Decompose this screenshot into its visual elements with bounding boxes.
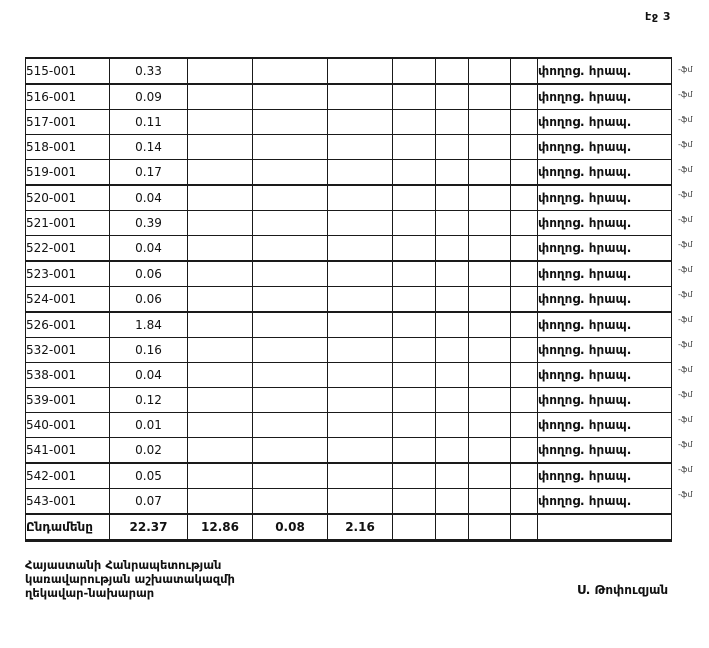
cell-value: 0.16 — [110, 338, 188, 363]
cell-empty — [436, 463, 469, 489]
cell-empty — [188, 489, 253, 515]
table-row — [26, 312, 672, 338]
cell-value: 0.33 — [110, 58, 188, 84]
cell-empty — [469, 135, 511, 160]
cell-empty — [436, 312, 469, 338]
table-row — [26, 388, 672, 413]
cell-note: փողոց. հրապ. — [538, 261, 672, 287]
cell-empty — [188, 463, 253, 489]
cell-empty — [328, 312, 393, 338]
cell-empty — [188, 236, 253, 262]
signature-name: Ս. Թոփուզյան — [577, 583, 669, 597]
cell-empty — [469, 338, 511, 363]
cell-empty — [511, 58, 538, 84]
cell-empty — [469, 287, 511, 313]
total-col2: 22.37 — [110, 514, 188, 541]
table-row — [26, 135, 672, 160]
cell-note: փողոց. հրապ. — [538, 110, 672, 135]
cell-value: 0.01 — [110, 413, 188, 438]
row-margin-annotation: -ֆմ — [678, 390, 693, 399]
cell-empty — [511, 489, 538, 515]
row-margin-annotation: -ֆմ — [678, 115, 693, 124]
cell-empty — [253, 160, 328, 186]
cell-empty — [436, 160, 469, 186]
row-margin-annotation: -ֆմ — [678, 65, 693, 74]
cell-empty — [393, 438, 436, 464]
cell-empty — [253, 463, 328, 489]
cell-empty — [511, 363, 538, 388]
cell-empty — [469, 160, 511, 186]
cell-note: փողոց. հրապ. — [538, 160, 672, 186]
cell-empty — [188, 58, 253, 84]
cell-empty — [436, 185, 469, 211]
total-label: Ընդամենը — [26, 514, 110, 541]
row-margin-annotation: -ֆմ — [678, 265, 693, 274]
total-col3: 12.86 — [188, 514, 253, 541]
total-row — [26, 514, 672, 541]
cell-empty — [393, 388, 436, 413]
footer-authority-block — [25, 558, 235, 600]
cell-empty — [436, 58, 469, 84]
cell-empty — [511, 236, 538, 262]
row-margin-annotation: -ֆմ — [678, 315, 693, 324]
cell-note: փողոց. հրապ. — [538, 211, 672, 236]
cell-code: 519-001 — [26, 160, 110, 186]
cell-empty — [253, 363, 328, 388]
cell-empty — [253, 312, 328, 338]
cell-empty — [188, 413, 253, 438]
cell-empty — [436, 211, 469, 236]
cell-empty — [436, 84, 469, 110]
ledger-table — [25, 57, 672, 542]
cell-value: 0.06 — [110, 261, 188, 287]
cell-note: փողոց. հրապ. — [538, 388, 672, 413]
cell-empty — [538, 514, 672, 541]
table-row — [26, 84, 672, 110]
cell-empty — [511, 514, 538, 541]
cell-code: 524-001 — [26, 287, 110, 313]
cell-empty — [328, 338, 393, 363]
cell-value: 0.06 — [110, 287, 188, 313]
cell-empty — [436, 388, 469, 413]
cell-note: փողոց. հրապ. — [538, 236, 672, 262]
cell-empty — [436, 287, 469, 313]
cell-note: փողոց. հրապ. — [538, 185, 672, 211]
cell-code: 523-001 — [26, 261, 110, 287]
table-row — [26, 413, 672, 438]
cell-empty — [328, 160, 393, 186]
cell-empty — [469, 236, 511, 262]
cell-empty — [253, 135, 328, 160]
cell-empty — [469, 312, 511, 338]
table-row — [26, 338, 672, 363]
cell-code: 520-001 — [26, 185, 110, 211]
cell-empty — [188, 312, 253, 338]
cell-code: 516-001 — [26, 84, 110, 110]
cell-empty — [511, 135, 538, 160]
cell-empty — [393, 84, 436, 110]
cell-empty — [469, 84, 511, 110]
row-margin-annotation: -ֆմ — [678, 290, 693, 299]
cell-empty — [393, 211, 436, 236]
row-margin-annotation: -ֆմ — [678, 90, 693, 99]
table-row — [26, 438, 672, 464]
cell-empty — [393, 312, 436, 338]
footer-line-2: կառավարության աշխատակազմի — [25, 572, 235, 586]
cell-code: 515-001 — [26, 58, 110, 84]
cell-code: 521-001 — [26, 211, 110, 236]
cell-value: 0.17 — [110, 160, 188, 186]
cell-empty — [253, 438, 328, 464]
page-number: էջ 3 — [645, 10, 671, 23]
cell-empty — [328, 261, 393, 287]
cell-code: 517-001 — [26, 110, 110, 135]
margin-annotations — [678, 57, 708, 507]
cell-value: 0.07 — [110, 489, 188, 515]
cell-empty — [188, 438, 253, 464]
table-row — [26, 160, 672, 186]
cell-value: 0.12 — [110, 388, 188, 413]
cell-note: փողոց. հրապ. — [538, 58, 672, 84]
cell-code: 542-001 — [26, 463, 110, 489]
cell-empty — [253, 58, 328, 84]
cell-empty — [436, 413, 469, 438]
row-margin-annotation: -ֆմ — [678, 340, 693, 349]
cell-empty — [469, 489, 511, 515]
cell-empty — [253, 185, 328, 211]
row-margin-annotation: -ֆմ — [678, 190, 693, 199]
cell-empty — [328, 84, 393, 110]
cell-note: փողոց. հրապ. — [538, 312, 672, 338]
cell-empty — [393, 514, 436, 541]
table-row — [26, 261, 672, 287]
cell-code: 526-001 — [26, 312, 110, 338]
cell-empty — [328, 236, 393, 262]
cell-empty — [436, 110, 469, 135]
cell-empty — [188, 261, 253, 287]
table-row — [26, 236, 672, 262]
table-row — [26, 489, 672, 515]
cell-empty — [511, 110, 538, 135]
cell-empty — [328, 489, 393, 515]
total-col4: 0.08 — [253, 514, 328, 541]
cell-empty — [393, 236, 436, 262]
cell-empty — [469, 514, 511, 541]
cell-empty — [511, 463, 538, 489]
row-margin-annotation: -ֆմ — [678, 465, 693, 474]
row-margin-annotation: -ֆմ — [678, 365, 693, 374]
cell-empty — [393, 338, 436, 363]
cell-empty — [253, 110, 328, 135]
footer-line-1: Հայաստանի Հանրապետության — [25, 558, 222, 572]
cell-empty — [469, 185, 511, 211]
cell-empty — [188, 160, 253, 186]
cell-empty — [253, 413, 328, 438]
cell-note: փողոց. հրապ. — [538, 489, 672, 515]
cell-empty — [328, 287, 393, 313]
cell-code: 532-001 — [26, 338, 110, 363]
cell-empty — [393, 185, 436, 211]
cell-note: փողոց. հրապ. — [538, 287, 672, 313]
cell-empty — [469, 413, 511, 438]
row-margin-annotation: -ֆմ — [678, 415, 693, 424]
cell-empty — [469, 58, 511, 84]
cell-value: 0.04 — [110, 236, 188, 262]
cell-empty — [328, 211, 393, 236]
cell-empty — [253, 211, 328, 236]
cell-empty — [511, 261, 538, 287]
cell-empty — [511, 338, 538, 363]
cell-empty — [436, 261, 469, 287]
cell-code: 522-001 — [26, 236, 110, 262]
cell-empty — [393, 413, 436, 438]
cell-empty — [393, 135, 436, 160]
row-margin-annotation: -ֆմ — [678, 490, 693, 499]
cell-empty — [328, 388, 393, 413]
footer-line-3: ղեկավար-նախարար — [25, 586, 155, 600]
cell-empty — [393, 261, 436, 287]
cell-empty — [436, 135, 469, 160]
cell-empty — [436, 363, 469, 388]
cell-code: 538-001 — [26, 363, 110, 388]
cell-empty — [511, 211, 538, 236]
cell-empty — [188, 185, 253, 211]
cell-value: 0.09 — [110, 84, 188, 110]
cell-code: 543-001 — [26, 489, 110, 515]
cell-empty — [328, 135, 393, 160]
cell-empty — [253, 261, 328, 287]
cell-code: 541-001 — [26, 438, 110, 464]
cell-empty — [253, 489, 328, 515]
cell-empty — [469, 363, 511, 388]
cell-empty — [188, 287, 253, 313]
cell-empty — [328, 185, 393, 211]
cell-code: 540-001 — [26, 413, 110, 438]
cell-empty — [253, 236, 328, 262]
cell-empty — [469, 261, 511, 287]
cell-empty — [393, 110, 436, 135]
table-body — [26, 58, 672, 541]
cell-empty — [436, 338, 469, 363]
cell-empty — [436, 236, 469, 262]
cell-note: փողոց. հրապ. — [538, 413, 672, 438]
cell-empty — [253, 84, 328, 110]
row-margin-annotation: -ֆմ — [678, 215, 693, 224]
cell-empty — [511, 160, 538, 186]
cell-value: 0.05 — [110, 463, 188, 489]
table-row — [26, 463, 672, 489]
cell-empty — [328, 438, 393, 464]
cell-value: 1.84 — [110, 312, 188, 338]
cell-code: 539-001 — [26, 388, 110, 413]
cell-empty — [253, 338, 328, 363]
cell-empty — [188, 363, 253, 388]
cell-empty — [511, 185, 538, 211]
total-col5: 2.16 — [328, 514, 393, 541]
cell-empty — [393, 287, 436, 313]
cell-empty — [328, 413, 393, 438]
cell-value: 0.14 — [110, 135, 188, 160]
cell-empty — [328, 58, 393, 84]
row-margin-annotation: -ֆմ — [678, 140, 693, 149]
cell-empty — [511, 438, 538, 464]
cell-empty — [511, 312, 538, 338]
cell-note: փողոց. հրապ. — [538, 363, 672, 388]
cell-value: 0.04 — [110, 363, 188, 388]
cell-empty — [511, 287, 538, 313]
cell-note: փողոց. հրապ. — [538, 338, 672, 363]
cell-value: 0.04 — [110, 185, 188, 211]
cell-empty — [188, 84, 253, 110]
cell-code: 518-001 — [26, 135, 110, 160]
cell-empty — [469, 438, 511, 464]
cell-empty — [469, 388, 511, 413]
cell-note: փողոց. հրապ. — [538, 463, 672, 489]
cell-value: 0.02 — [110, 438, 188, 464]
cell-empty — [393, 160, 436, 186]
cell-empty — [188, 110, 253, 135]
row-margin-annotation: -ֆմ — [678, 440, 693, 449]
cell-empty — [393, 363, 436, 388]
cell-empty — [328, 363, 393, 388]
cell-empty — [469, 110, 511, 135]
cell-empty — [393, 489, 436, 515]
cell-empty — [328, 110, 393, 135]
cell-value: 0.39 — [110, 211, 188, 236]
table-row — [26, 185, 672, 211]
table-row — [26, 211, 672, 236]
cell-empty — [253, 388, 328, 413]
table-row — [26, 110, 672, 135]
cell-empty — [511, 388, 538, 413]
cell-empty — [188, 211, 253, 236]
cell-note: փողոց. հրապ. — [538, 84, 672, 110]
cell-empty — [393, 58, 436, 84]
table-row — [26, 363, 672, 388]
cell-empty — [436, 489, 469, 515]
cell-empty — [436, 514, 469, 541]
table-row — [26, 58, 672, 84]
cell-empty — [511, 413, 538, 438]
row-margin-annotation: -ֆմ — [678, 165, 693, 174]
cell-empty — [469, 463, 511, 489]
cell-empty — [253, 287, 328, 313]
cell-empty — [188, 135, 253, 160]
cell-empty — [188, 338, 253, 363]
cell-value: 0.11 — [110, 110, 188, 135]
row-margin-annotation: -ֆմ — [678, 240, 693, 249]
cell-empty — [328, 463, 393, 489]
cell-empty — [188, 388, 253, 413]
cell-empty — [436, 438, 469, 464]
table-row — [26, 287, 672, 313]
cell-empty — [393, 463, 436, 489]
cell-empty — [511, 84, 538, 110]
cell-note: փողոց. հրապ. — [538, 438, 672, 464]
cell-note: փողոց. հրապ. — [538, 135, 672, 160]
cell-empty — [469, 211, 511, 236]
